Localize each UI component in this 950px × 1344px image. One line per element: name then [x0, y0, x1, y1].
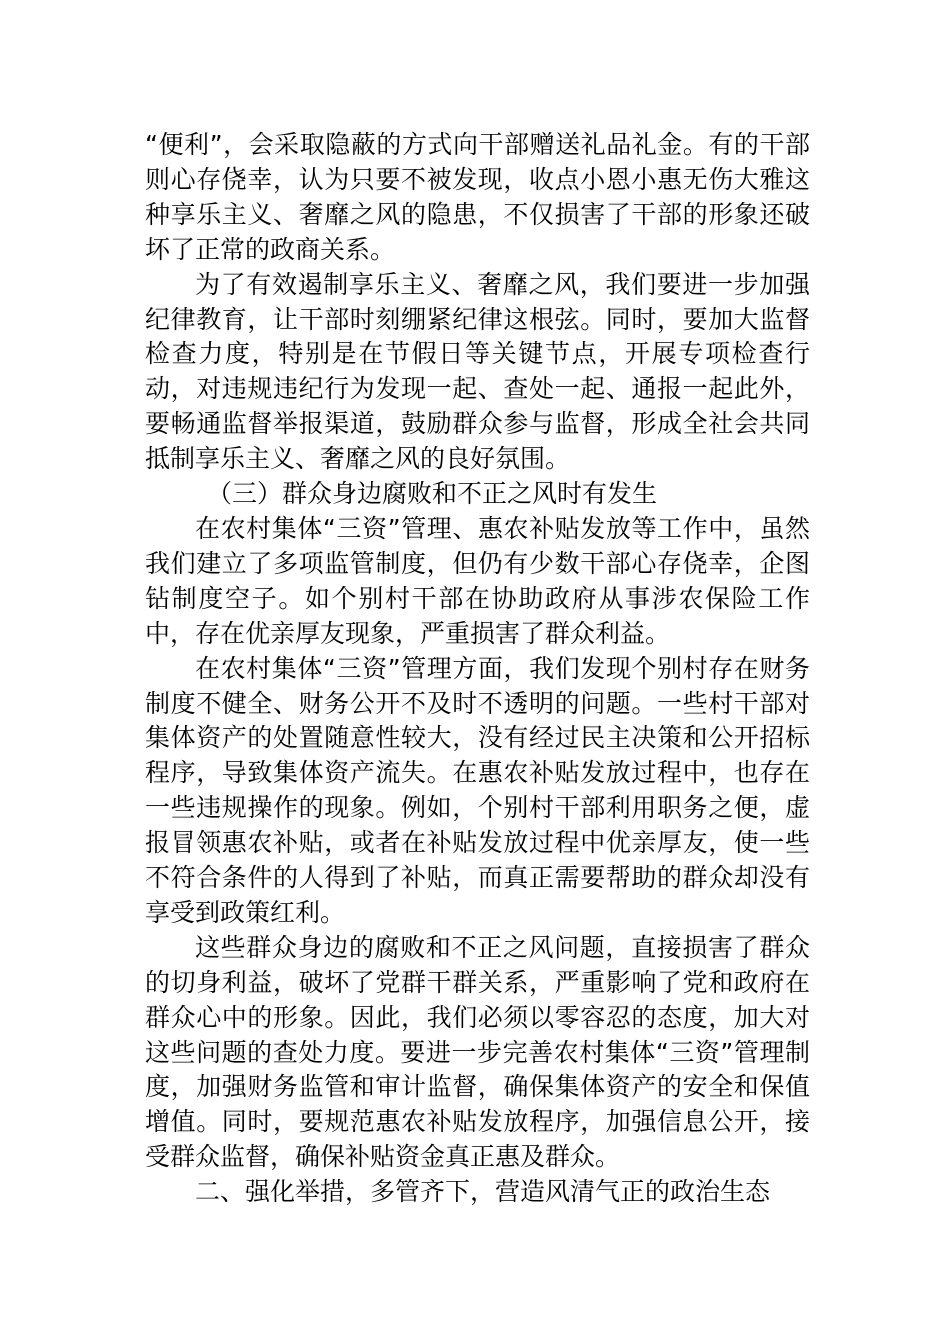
- paragraph-continuation: “便利”，会采取隐蔽的方式向干部赠送礼品礼金。有的干部则心存侥幸，认为只要不被发现，收点小恩小惠无伤大雅这种享乐主义、奢靡之风的隐患，不仅损害了干部的形象还破坏了正常的政商关系。: [145, 130, 810, 264]
- paragraph-three-assets: 在农村集体“三资”管理方面，我们发现个别村存在财务制度不健全、财务公开不及时不透明的问题。一些村干部对集体资产的处置随意性较大，没有经过民主决策和公开招标程序，导致集体资产流失。在惠农补贴发放过程中，也存在一些违规操作的现象。例如，个别村干部利用职务之便，虚报冒领惠农补贴，或者在补贴发放过程中优亲厚友，使一些不符合条件的人得到了补贴，而真正需要帮助的群众却没有享受到政策红利。: [145, 653, 810, 927]
- paragraph-zero-tolerance: 这些群众身边的腐败和不正之风问题，直接损害了群众的切身利益，破坏了党群干群关系，严重影响了党和政府在群众心中的形象。因此，我们必须以零容忍的态度，加大对这些问题的查处力度。要进一步完善农村集体“三资”管理制度，加强财务监管和审计监督，确保集体资产的安全和保值增值。同时，要规范惠农补贴发放程序，加强信息公开，接受群众监督，确保补贴资金真正惠及群众。: [145, 932, 810, 1172]
- section-heading-2: 二、强化举措，多管齐下，营造风清气正的政治生态: [195, 1177, 771, 1207]
- paragraph-rural-supervision: 在农村集体“三资”管理、惠农补贴发放等工作中，虽然我们建立了多项监管制度，但仍有少数干部心存侥幸，企图钻制度空子。如个别村干部在协助政府从事涉农保险工作中，存在优亲厚友现象，严重损害了群众利益。: [145, 513, 810, 648]
- paragraph-discipline-measures: 为了有效遏制享乐主义、奢靡之风，我们要进一步加强纪律教育，让干部时刻绷紧纪律这根弦。同时，要加大监督检查力度，特别是在节假日等关键节点，开展专项检查行动，对违规违纪行为发现一起、查处一起、通报一起此外，要畅通监督举报渠道，鼓励群众参与监督，形成全社会共同抵制享乐主义、奢靡之风的良好氛围。: [145, 269, 810, 474]
- subsection-heading-3: （三）群众身边腐败和不正之风时有发生: [207, 479, 658, 509]
- document-page: [145, 128, 810, 1210]
